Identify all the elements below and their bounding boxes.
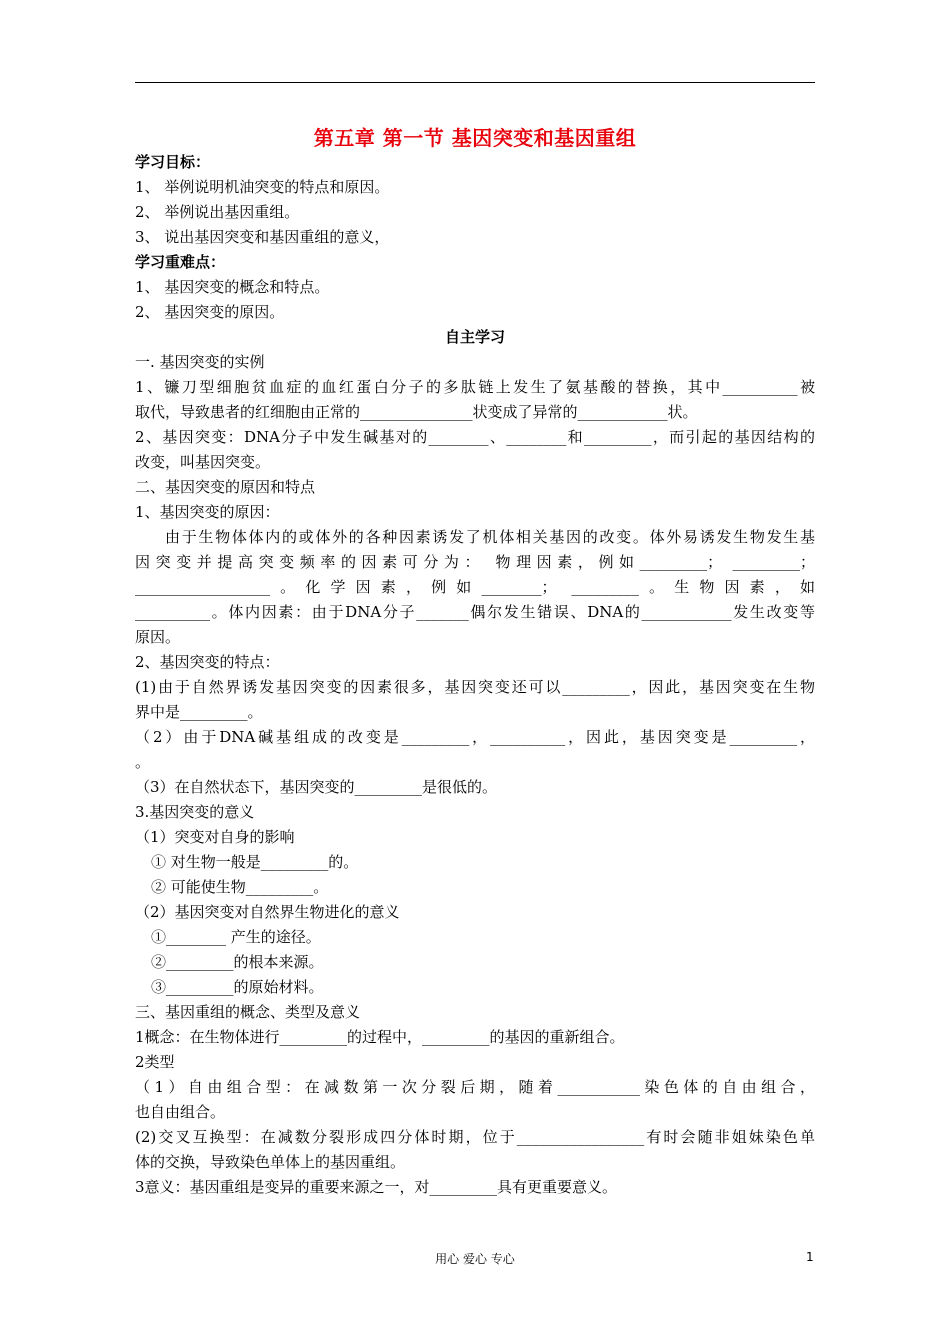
text-line: 2类型 [135,1053,175,1071]
text-line: 3、 说出基因突变和基因重组的意义， [135,228,390,246]
text-line: 由于生物体体内的或体外的各种因素诱发了机体相关基因的改变。体外易诱发生物发生基 [165,528,815,546]
text-line: 因突变并提高突变频率的因素可分为： 物理因素，例如_________； _________； [135,553,815,571]
page-footer: 用心 爱心 专心 [435,1252,515,1266]
text-line: __________。体内因素：由于DNA分子_______偶尔发生错误、DNA的____________发生改变等 [135,603,815,621]
page-number: 1 [806,1250,814,1264]
text-line: ① 对生物一般是_________的。 [151,853,359,871]
text-line: 1、基因突变的原因： [135,503,280,521]
header-rule [135,82,815,83]
text-line: （1）突变对自身的影响 [135,828,295,846]
text-line: 二、基因突变的原因和特点 [135,478,316,496]
page-title: 第五章 第一节 基因突变和基因重组 [313,126,637,150]
text-line: 学习目标： [135,153,211,171]
text-line: 原因。 [135,628,181,646]
text-line: ② 可能使生物_________。 [151,878,329,896]
text-line: 学习重难点： [135,253,226,271]
text-line: 1、 举例说明机油突变的特点和原因。 [135,178,390,196]
text-line: 1、镰刀型细胞贫血症的血红蛋白分子的多肽链上发生了氨基酸的替换，其中__________被 [135,378,815,396]
text-line: ②_________的根本来源。 [151,953,324,971]
text-line: 1、 基因突变的概念和特点。 [135,278,330,296]
text-line: 三、基因重组的概念、类型及意义 [135,1003,361,1021]
text-line: 取代，导致患者的红细胞由正常的_______________状变成了异常的____________状。 [135,403,698,421]
text-line: __________________。化学因素，例如________； _________。生物因素，如 [135,578,815,596]
text-line: (2)交叉互换型：在减数分裂形成四分体时期，位于_________________有时会随非姐妹染色单 [135,1128,815,1146]
text-line: 2、 举例说出基因重组。 [135,203,300,221]
text-line: （1）自由组合型：在减数第一次分裂后期，随着___________染色体的自由组合， [135,1078,815,1096]
text-line: 1概念：在生物体进行_________的过程中，_________的基因的重新组合。 [135,1028,625,1046]
text-line: 3意义：基因重组是变异的重要来源之一，对_________具有更重要意义。 [135,1178,618,1196]
text-line: 3.基因突变的意义 [135,803,255,821]
text-line: 2、基因突变：DNA分子中发生碱基对的________、________和_________，而引起的基因结构的 [135,428,815,446]
text-line: （3）在自然状态下，基因突变的_________是很低的。 [135,778,498,796]
text-line: （2）基因突变对自然界生物进化的意义 [135,903,400,921]
text-line: 体的交换，导致染色单体上的基因重组。 [135,1153,406,1171]
text-line: 改变，叫基因突变。 [135,453,271,471]
text-line: ①________ 产生的途径。 [151,928,321,946]
document-body [135,150,815,1200]
text-line: （2）由于DNA碱基组成的改变是_________，__________，因此，基因突变是_________， [135,728,815,746]
text-line: (1)由于自然界诱发基因突变的因素很多，基因突变还可以_________，因此，基因突变在生物 [135,678,815,696]
text-line: 2、 基因突变的原因。 [135,303,285,321]
text-line: 也自由组合。 [135,1103,226,1121]
text-line: 自主学习 [444,328,505,346]
text-line: 一. 基因突变的实例 [135,353,265,371]
text-line: 2、基因突变的特点： [135,653,280,671]
text-line: 界中是_________。 [135,703,263,721]
text-line: ③_________的原始材料。 [151,978,324,996]
text-line: 。 [135,753,151,771]
